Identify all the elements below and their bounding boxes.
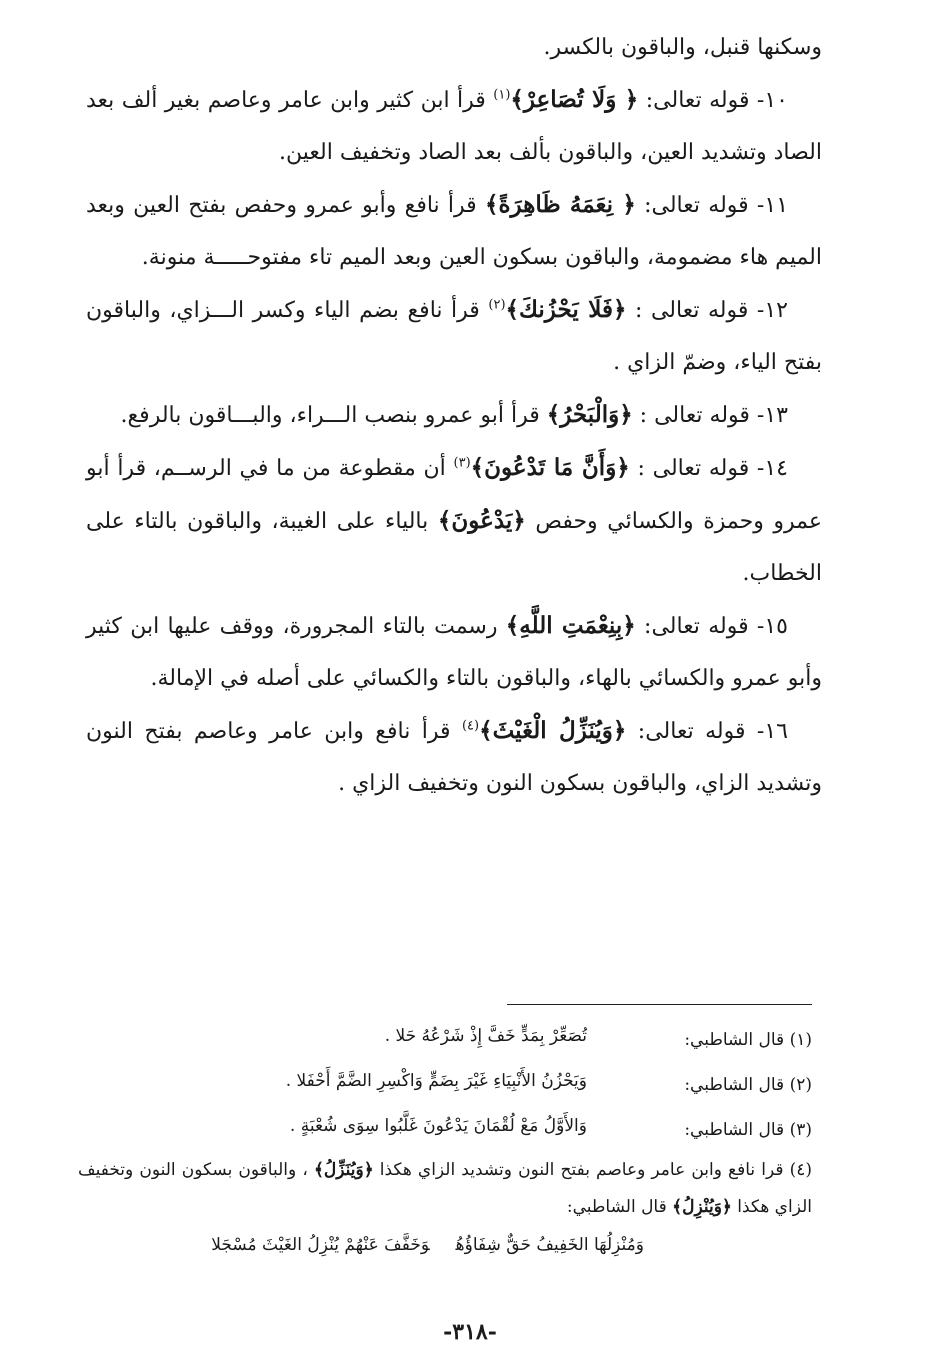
- quran-quote: ﴿فَلَا يَحْزُنكَ﴾: [505, 296, 627, 323]
- quran-quote: ﴿ وَلَا تُصَاعِرْ﴾: [510, 86, 639, 113]
- verse-hemistich-2: وَخَفَّفَ عَنْهُمْ يُنْزِلُ الغَيْثَ مُسْجَلا: [211, 1235, 430, 1255]
- footnote-4: [78, 1152, 812, 1226]
- footnote-separator: [507, 1004, 812, 1005]
- quran-quote: ﴿وَالْبَحْرُ﴾: [546, 401, 633, 428]
- paragraph-text: قرأ أبو عمرو بنصب الـــراء، والبـــاقون بالرفع.: [120, 403, 547, 428]
- footnote-2: [170, 1071, 812, 1115]
- footnote-ref: (٤): [461, 718, 480, 734]
- footnote-label: (٣) قال الشاطبي:: [684, 1120, 812, 1140]
- footnote-label: (٢) قال الشاطبي:: [684, 1075, 812, 1095]
- paragraph-10: [86, 74, 822, 179]
- paragraph-14: [86, 442, 822, 600]
- paragraph-15: [86, 600, 822, 705]
- paragraph-text: بالياء على الغيبة، والباقون بالتاء على الخطاب.: [86, 509, 822, 586]
- footnote-1: [170, 1026, 812, 1070]
- paragraph-12: [86, 284, 822, 389]
- paragraph-lead: ١١- قوله تعالى:: [635, 193, 789, 218]
- main-text: [86, 22, 822, 810]
- paragraph-lead: ١٠- قوله تعالى:: [638, 88, 788, 113]
- quran-quote: ﴿وَيُنَزِّلُ﴾: [313, 1160, 374, 1180]
- footnote-verse: تُصَعِّرْ بِمَدٍّ خَفَّ إِذْ شَرْعُهُ حَلا .: [384, 1026, 587, 1046]
- footnote-4-verse: [211, 1235, 644, 1255]
- paragraph-text: قرأ نافع وابن عامر وعاصم بفتح النون وتشديد الزاي، والباقون بسكون النون وتخفيف الزاي .: [86, 719, 822, 796]
- footnote-text: (٤) قرا نافع وابن عامر وعاصم بفتح النون وتشديد الزاي هكذا: [373, 1160, 812, 1180]
- quran-quote: ﴿وَأَنَّ مَا تَدْعُونَ﴾: [470, 454, 630, 481]
- paragraph-lead: ١٣- قوله تعالى :: [632, 403, 788, 428]
- paragraph-text: قرأ نافع بضم الياء وكسر الـــزاي، والباقون بفتح الياء، وضمّ الزاي .: [86, 298, 822, 375]
- quran-quote: ﴿يَدْعُونَ﴾: [437, 507, 526, 534]
- footnote-ref: (٣): [453, 455, 471, 471]
- quran-quote: ﴿بِنِعْمَتِ اللَّهِ﴾: [505, 612, 636, 639]
- page-number: -٣١٨-: [443, 1319, 497, 1345]
- footnote-ref: (١): [493, 87, 511, 103]
- paragraph-text: أن مقطوعة من ما في الرســم، قرأ أبو عمرو وحمزة والكسائي وحفص: [86, 456, 823, 534]
- quran-quote: ﴿وَيُنَزِّلُ الْغَيْثَ﴾: [479, 717, 627, 744]
- paragraph-text: وسكنها قنبل، والباقون بالكسر.: [543, 35, 822, 60]
- paragraph-13: [86, 389, 822, 442]
- footnote-label: (١) قال الشاطبي:: [684, 1030, 812, 1050]
- footnote-verse: وَالأَوَّلُ مَعْ لُقْمَانَ يَدْعُونَ غَلَّبُوا سِوَى شُعْبَةٍ .: [289, 1116, 587, 1136]
- verse-hemistich-1: وَمُنْزِلُهَا الخَفِيفُ حَقٌّ شِفَاؤُهُ: [455, 1235, 644, 1255]
- quran-quote: ﴿وَيُنْزِلُ﴾: [672, 1197, 732, 1217]
- paragraph-text: قرأ ابن كثير وابن عامر وعاصم بغير ألف بعد الصاد وتشديد العين، والباقون بألف بعد الصاد وتخفيف العين.: [86, 88, 822, 165]
- paragraph-11: [86, 179, 822, 284]
- paragraph-text: قرأ نافع وأبو عمرو وحفص بفتح العين وبعد الميم هاء مضمومة، والباقون بسكون العين وبعد الميم تاء مفتوحـــــة منونة.: [86, 193, 822, 270]
- paragraph-lead: ١٦- قوله تعالى:: [626, 719, 788, 744]
- footnote-verse: وَيَحْزُنُ الأَنْبِيَاءِ غَيْرَ بِضَمٍّ وَاكْسِرِ الضَّمَّ أَحْفَلا .: [285, 1071, 587, 1091]
- paragraph-16: [86, 705, 822, 810]
- paragraph-text: رسمت بالتاء المجرورة، ووقف عليها ابن كثير وأبو عمرو والكسائي بالهاء، والباقون بالتاء والكسائي على أصله في الإمالة.: [86, 614, 822, 691]
- paragraph-lead: ١٢- قوله تعالى :: [626, 298, 788, 323]
- paragraph-lead: ١٤- قوله تعالى :: [629, 456, 788, 481]
- paragraph-lead: ١٥- قوله تعالى:: [635, 614, 788, 639]
- paragraph-0: [86, 22, 822, 74]
- footnote-ref: (٢): [488, 297, 506, 313]
- quran-quote: ﴿ نِعَمَهُ ظَاهِرَةً﴾: [484, 191, 636, 218]
- footnote-text: ، والباقون بسكون النون وتخفيف الزاي هكذا: [78, 1160, 812, 1217]
- footnote-text: قال الشاطبي:: [566, 1197, 673, 1217]
